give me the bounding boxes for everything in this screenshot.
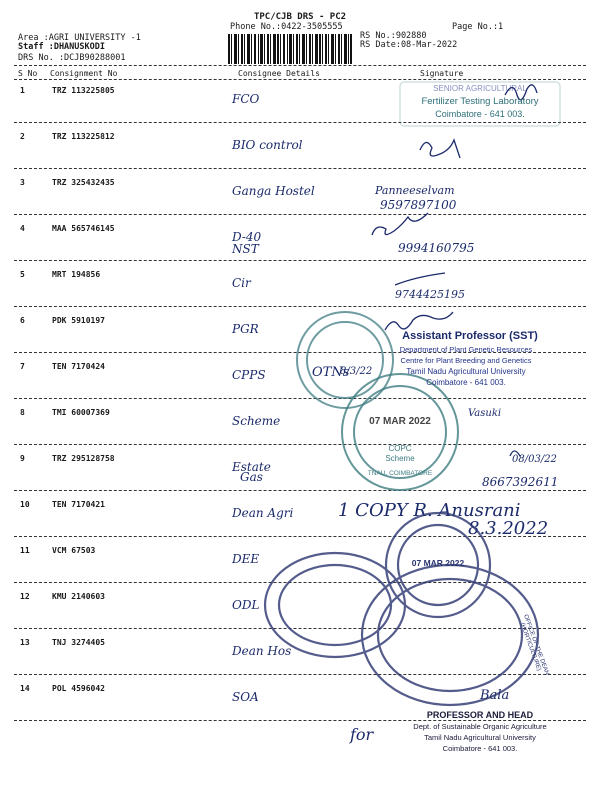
row-sno: 14 <box>20 684 30 693</box>
row-sno: 3 <box>20 178 25 187</box>
row-consignment-number: POL 4596042 <box>52 684 105 693</box>
row4-extra: NST <box>232 242 259 256</box>
row-consignment-number: TRZ 325432435 <box>52 178 115 187</box>
head-line1: Dept. of Sustainable Organic Agriculture <box>413 722 547 731</box>
row-consignment-number: TEN 7170421 <box>52 500 105 509</box>
row-consignee: ODL <box>232 598 260 612</box>
row-consignee: FCO <box>232 92 260 106</box>
row-sno: 2 <box>20 132 25 141</box>
sig-row9-phone: 8667392611 <box>482 475 559 489</box>
sig-row9: 08/03/22 <box>512 454 557 465</box>
dean-oval-text: OFFICE OF THE DEAN (HORTICULTURE) <box>518 613 550 677</box>
drs-number: DRS No. :DCJB90288001 <box>18 53 126 63</box>
sig-row10-date: 8.3.2022 <box>468 518 549 539</box>
sig-row7-date: 8/3/22 <box>340 366 373 377</box>
row-consignee: Dean Agri <box>232 506 294 520</box>
row-consignee: CPPS <box>232 368 266 382</box>
sst-line3: Tamil Nadu Agricultural University <box>406 367 526 376</box>
rs-number: RS No.:902880 <box>360 31 427 41</box>
fert-stamp-line2: Fertilizer Testing Laboratory <box>421 96 539 107</box>
sig-row3-phone: 9597897100 <box>380 198 457 212</box>
row-sno: 8 <box>20 408 25 417</box>
row-consignee: Estate <box>232 460 271 474</box>
row-consignment-number: KMU 2140603 <box>52 592 105 601</box>
row-consignee: BIO control <box>232 138 303 152</box>
row-consignment-number: TRZ 295128758 <box>52 454 115 463</box>
row-consignment-number: TRZ 113225805 <box>52 86 115 95</box>
sst-line4: Coimbatore - 641 003. <box>426 378 506 387</box>
page-number: Page No.:1 <box>452 22 504 32</box>
row-consignee: Scheme <box>232 414 281 428</box>
row-sno: 12 <box>20 592 30 601</box>
row-consignment-number: TMI 60007369 <box>52 408 110 417</box>
document-title: TPC/CJB DRS - PC2 <box>253 12 347 22</box>
fert-stamp-line1: SENIOR AGRICULTURAL <box>433 84 527 93</box>
sig-row8: Vasuki <box>468 408 502 419</box>
row-consignment-number: TEN 7170424 <box>52 362 105 371</box>
row-consignment-number: MAA 565746145 <box>52 224 115 233</box>
head-line3: Coimbatore - 641 003. <box>442 744 518 753</box>
row-sno: 9 <box>20 454 25 463</box>
row-sno: 4 <box>20 224 25 233</box>
col-consignee: Consignee Details <box>238 69 320 78</box>
row-consignee: PGR <box>232 322 259 336</box>
date-stamp: 07 MAR 2022 <box>369 416 431 427</box>
col-consignment: Consignment No <box>50 69 118 78</box>
row-consignee: Cir <box>232 276 251 290</box>
sig-row14-for: for <box>350 725 374 744</box>
row-consignment-number: MRT 194856 <box>52 270 101 279</box>
head-title: PROFESSOR AND HEAD <box>426 710 534 720</box>
sig-row7: OTNs <box>312 365 350 380</box>
copc-ring: TNAU, COIMBATORE <box>367 470 433 477</box>
copc-line2: Scheme <box>385 454 415 463</box>
sig-row4-phone: 9994160795 <box>398 241 475 255</box>
col-signature: Signature <box>420 69 464 78</box>
sig-row3-name: Panneeselvam <box>375 184 455 197</box>
row-consignee: D-40 <box>232 230 262 244</box>
row-sno: 11 <box>20 546 30 555</box>
sst-title: Assistant Professor (SST) <box>402 330 538 342</box>
date-stamp-2: 07 MAR 2022 <box>411 558 465 568</box>
row-consignee: Dean Hos <box>232 644 292 658</box>
sig-row10: 1 COPY R. Anusrani <box>338 500 521 521</box>
phone-number: Phone No.:0422-3505555 <box>230 22 343 32</box>
sig-row14: Bala <box>480 688 510 703</box>
row-sno: 6 <box>20 316 25 325</box>
row-sno: 10 <box>20 500 30 509</box>
row-consignee: SOA <box>232 690 259 704</box>
row-consignment-number: TRZ 113225812 <box>52 132 115 141</box>
staff-field: Staff :DHANUSKODI <box>18 42 105 52</box>
sst-line2: Centre for Plant Breeding and Genetics <box>400 356 532 365</box>
head-line2: Tamil Nadu Agricultural University <box>424 733 536 742</box>
row-sno: 1 <box>20 86 25 95</box>
row-sno: 5 <box>20 270 25 279</box>
row9-extra: Gas <box>240 470 263 484</box>
row-consignee: DEE <box>232 552 260 566</box>
row-consignment-number: TNJ 3274405 <box>52 638 105 647</box>
area-field: Area :AGRI UNIVERSITY -1 <box>18 33 141 43</box>
sst-line1: Department of Plant Genetic Resources <box>399 345 533 354</box>
copc-line1: COPC <box>388 444 412 453</box>
row-sno: 13 <box>20 638 30 647</box>
fert-stamp-line3: Coimbatore - 641 003. <box>435 109 525 119</box>
row-consignment-number: VCM 67503 <box>52 546 96 555</box>
col-sno: S No <box>18 69 38 78</box>
rs-date: RS Date:08-Mar-2022 <box>360 40 458 50</box>
row-consignee: Ganga Hostel <box>232 184 315 198</box>
sig-row5-phone: 9744425195 <box>395 288 465 301</box>
row-consignment-number: PDK 5910197 <box>52 316 105 325</box>
row-sno: 7 <box>20 362 25 371</box>
